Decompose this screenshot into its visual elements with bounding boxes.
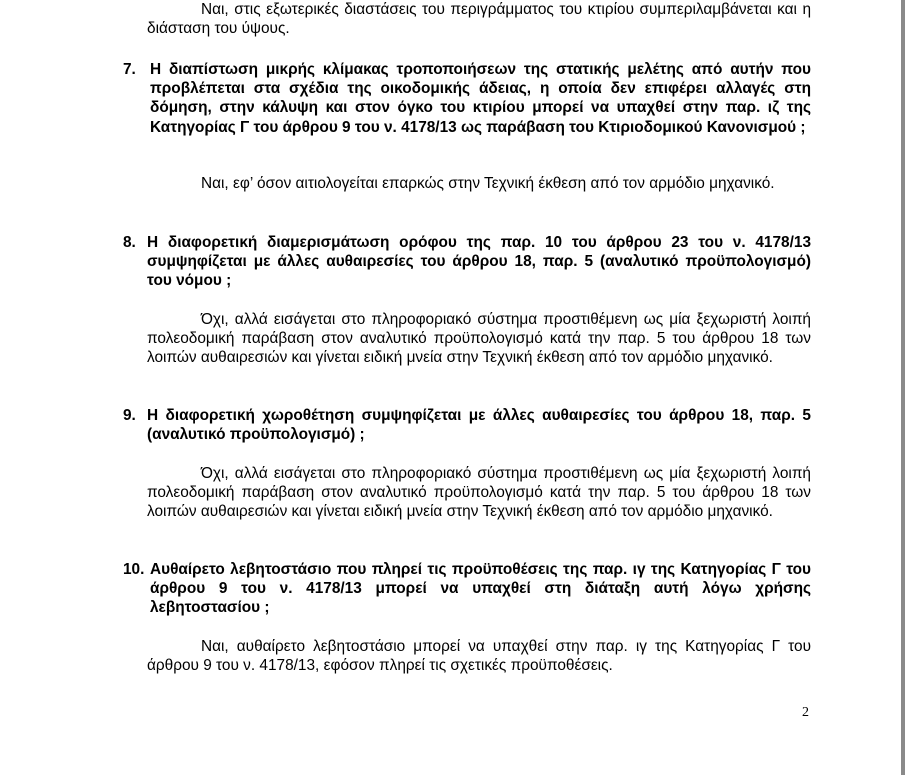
question-8: Η διαφορετική διαμερισμάτωση ορόφου της παρ. 10 του άρθρου 23 του ν. 4178/13 συμψηφίζεται με άλλες αυθαιρεσίες του άρθρου 18, παρ. 5 (αναλυτικό προϋπολογισμό) του νόμου ;: [147, 234, 811, 290]
question-number-10: 10.: [123, 561, 145, 578]
question-9: Η διαφορετική χωροθέτηση συμψηφίζεται με άλλες αυθαιρεσίες του άρθρου 18, παρ. 5 (αναλυτικό προϋπολογισμό) ;: [147, 407, 811, 444]
answer-10: Ναι, αυθαίρετο λεβητοστάσιο μπορεί να υπαχθεί στην παρ. ιγ της Κατηγορίας Γ του άρθρου 9 του ν. 4178/13, εφόσον πληρεί τις σχετικές προϋποθέσεις.: [147, 638, 811, 675]
page-number: 2: [802, 705, 809, 720]
question-number-9: 9.: [123, 407, 136, 424]
answer-7: Ναι, εφ’ όσον αιτιολογείται επαρκώς στην Τεχνική έκθεση από τον αρμόδιο μηχανικό.: [201, 175, 775, 192]
answer-8: Όχι, αλλά εισάγεται στο πληροφοριακό σύστημα προστιθέμενη ως μία ξεχωριστή λοιπή πολεοδομική παράβαση στον αναλυτικό προϋπολογισμό κατά την παρ. 5 του άρθρου 18 των λοιπών αυθαιρεσιών και γίνεται ειδική μνεία στην Τεχνική έκθεση από τον αρμόδιο μηχανικό.: [147, 311, 811, 367]
question-10: Αυθαίρετο λεβητοστάσιο που πληρεί τις προϋποθέσεις της παρ. ιγ της Κατηγορίας Γ του άρθρου 9 του ν. 4178/13 μπορεί να υπαχθεί στη διάταξη αυτή λόγω χρήσης λεβητοστασίου ;: [150, 561, 811, 617]
question-number-8: 8.: [123, 234, 136, 251]
question-7: Η διαπίστωση μικρής κλίμακας τροποποιήσεων της στατικής μελέτης από αυτήν που προβλέπεται στα σχέδια της οικοδομικής άδειας, η οποία δεν επιφέρει αλλαγές στη δόμηση, στην κάλυψη και στον όγκο του κτιρίου μπορεί να υπαχθεί στην παρ. ιζ της Κατηγορίας Γ του άρθρου 9 του ν. 4178/13 ως παράβαση του Κτιριοδομικού Κανονισμού ;: [150, 61, 811, 136]
page-edge-shadow: [901, 0, 905, 775]
question-number-7: 7.: [123, 61, 136, 78]
answer-9: Όχι, αλλά εισάγεται στο πληροφοριακό σύστημα προστιθέμενη ως μία ξεχωριστή λοιπή πολεοδομική παράβαση στον αναλυτικό προϋπολογισμό κατά την παρ. 5 του άρθρου 18 των λοιπών αυθαιρεσιών και γίνεται ειδική μνεία στην Τεχνική έκθεση από τον αρμόδιο μηχανικό.: [147, 465, 811, 521]
answer-6: Ναι, στις εξωτερικές διαστάσεις του περιγράμματος του κτιρίου συμπεριλαμβάνεται και η διάσταση του ύψους.: [147, 1, 811, 38]
